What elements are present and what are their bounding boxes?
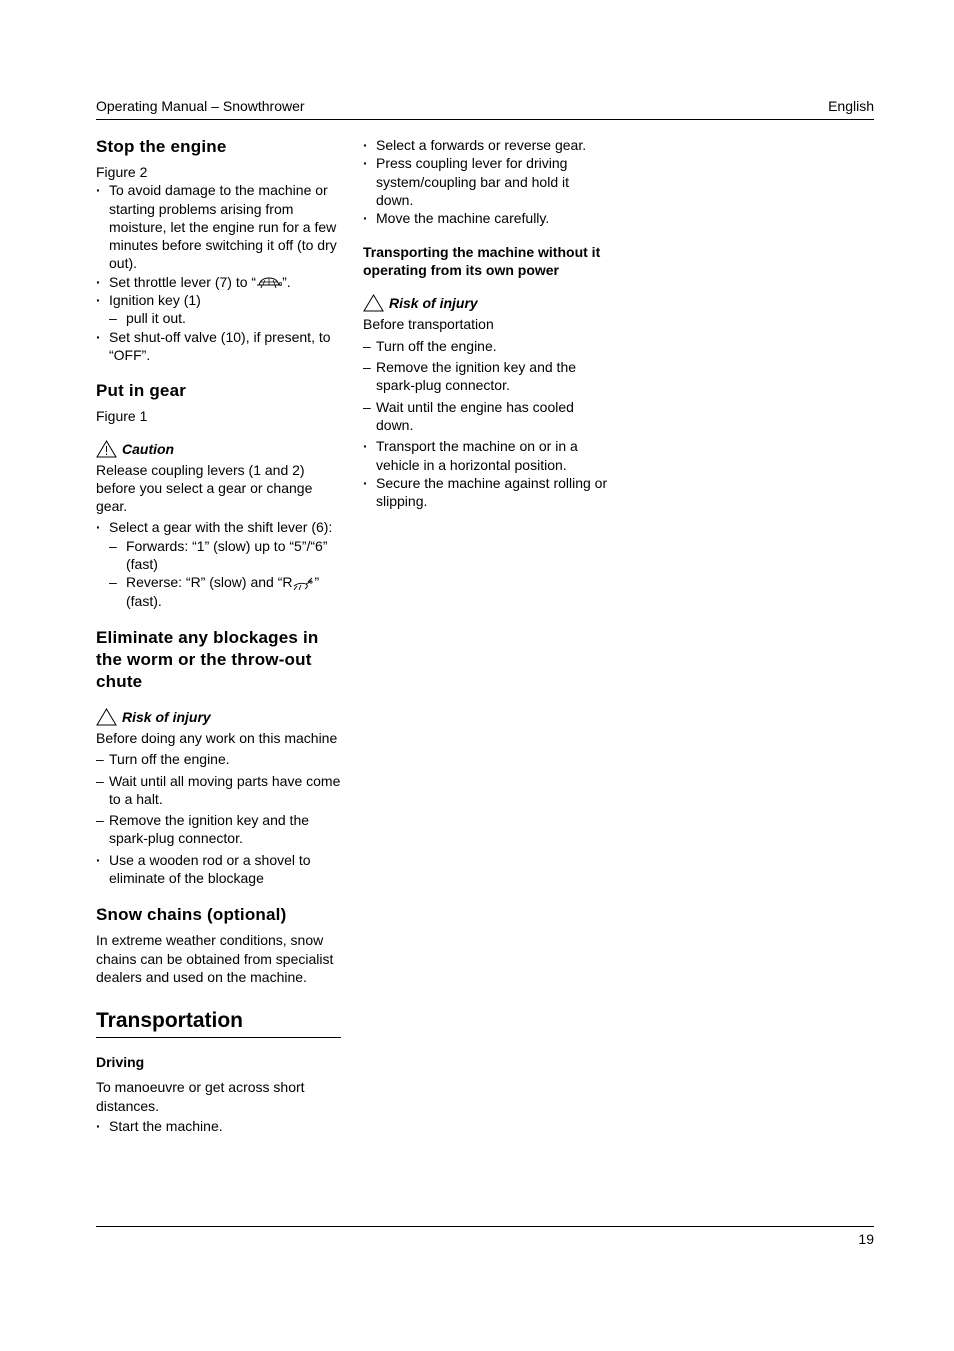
list-item: · Set shut-off valve (10), if present, to “OFF”. [96, 328, 341, 365]
list-item: – Turn off the engine. [363, 337, 497, 354]
warning-triangle-icon [363, 294, 384, 312]
warning-label: Risk of injury [122, 708, 211, 725]
sub-list-item: – Reverse: “R” (slow) and “R ” (fast). [96, 573, 341, 610]
turtle-icon [256, 277, 282, 289]
manual-title: Operating Manual – Snowthrower [96, 98, 305, 114]
list-item: · Move the machine carefully. [363, 209, 608, 227]
section-heading-blockages: Eliminate any blockages in the worm or the throw-out chute [96, 627, 319, 691]
page-number: 19 [858, 1231, 874, 1247]
snow-chains-text: In extreme weather conditions, snow chains can be obtained from specialist dealers and used on the machine. [96, 932, 334, 985]
list-item: · Use a wooden rod or a shovel to eliminate of the blockage [96, 851, 341, 888]
list-item: – Wait until the engine has cooled down. [363, 398, 574, 433]
list-item: · Press coupling lever for driving system/coupling bar and hold it down. [363, 154, 608, 209]
figure-ref: Figure 1 [96, 408, 148, 425]
list-item: · To avoid damage to the machine or starting problems arising from moisture, let the engine run for a few minutes before switching it off (to dry out). [96, 181, 341, 272]
left-column [96, 136, 341, 1135]
section-heading-snow-chains: Snow chains (optional) [96, 905, 287, 925]
caution-notice [96, 440, 341, 458]
warning-triangle-icon [96, 440, 117, 458]
warning-intro: Before doing any work on this machine [96, 729, 338, 746]
list-item: · Secure the machine against rolling or slipping. [363, 474, 608, 511]
language-label: English [828, 98, 874, 114]
sub-list-item: – pull it out. [96, 309, 341, 327]
driving-text: To manoeuvre or get across short distances. [96, 1079, 305, 1114]
right-column [363, 136, 608, 510]
risk-of-injury-notice [363, 294, 608, 312]
list-item: · Set throttle lever (7) to “ ”. [96, 273, 341, 291]
page-footer [96, 1226, 874, 1247]
list-item: – Remove the ignition key and the spark-plug connector. [363, 359, 577, 394]
figure-ref: Figure 2 [96, 164, 148, 180]
warning-intro: Before transportation [363, 316, 494, 333]
list-item: · Ignition key (1) [96, 291, 341, 309]
section-heading-put-in-gear: Put in gear [96, 381, 187, 401]
page-header [96, 98, 874, 120]
list-item: · Select a forwards or reverse gear. [363, 136, 608, 154]
caution-label: Caution [122, 440, 175, 457]
caution-text: Release coupling levers (1 and 2) before you select a gear or change gear. [96, 461, 313, 515]
hare-icon [292, 576, 314, 592]
list-item: · Select a gear with the shift lever (6): [96, 518, 341, 536]
warning-triangle-icon [96, 708, 117, 726]
risk-of-injury-notice [96, 708, 341, 726]
list-item: – Turn off the engine. [96, 751, 230, 768]
list-item: – Wait until all moving parts have come to a halt. [96, 772, 341, 807]
list-item: – Remove the ignition key and the spark-plug connector. [96, 812, 310, 847]
subheading-non-powered-transport: Transporting the machine without it operating from its own power [363, 244, 601, 279]
sub-list-item: – Forwards: “1” (slow) up to “5”/“6” (fast) [96, 537, 341, 574]
section-heading-stop-engine: Stop the engine [96, 137, 227, 156]
subheading-driving: Driving [96, 1054, 145, 1071]
warning-label: Risk of injury [389, 295, 478, 312]
list-item: · Start the machine. [96, 1117, 341, 1135]
chapter-heading-transportation: Transportation [96, 1008, 341, 1038]
list-item: · Transport the machine on or in a vehicle in a horizontal position. [363, 437, 608, 474]
